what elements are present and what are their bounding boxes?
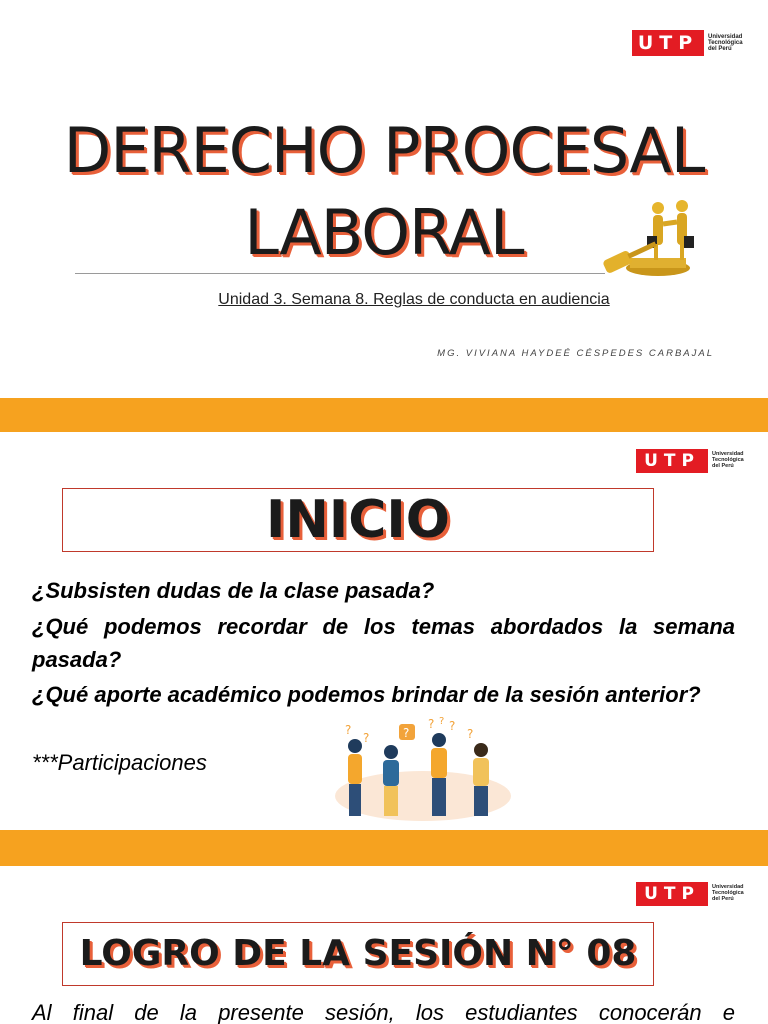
people-questions-illustration-icon <box>333 716 513 821</box>
separator-band <box>0 398 768 432</box>
utp-logo <box>636 882 744 906</box>
slide-logro <box>0 866 768 1024</box>
participation-note: ***Participaciones <box>32 750 207 775</box>
svg-text:?: ? <box>345 723 352 737</box>
author-name: MG. VIVIANA HAYDEÉ CÉSPEDES CARBAJAL <box>437 348 714 359</box>
utp-logo <box>632 30 743 56</box>
question-1: ¿Subsisten dudas de la clase pasada? <box>32 578 435 603</box>
inicio-title: INICIO <box>266 490 450 550</box>
svg-text:?: ? <box>363 731 370 745</box>
utp-logo <box>636 449 744 473</box>
golden-handshake-gavel-icon <box>600 192 700 282</box>
logro-title-frame <box>62 922 654 986</box>
svg-text:?: ? <box>428 717 435 731</box>
svg-text:?: ? <box>449 719 456 733</box>
utp-logo-mark: UTP <box>636 449 708 473</box>
utp-logo-text: Universidad Tecnológica del Perú <box>712 451 744 469</box>
svg-text:?: ? <box>439 716 445 727</box>
session-goal-text: Al final de la presente sesión, los estudiantes conocerán e <box>32 1000 735 1024</box>
inicio-title-frame <box>62 488 654 552</box>
logro-title: LOGRO DE LA SESIÓN N° 08 <box>79 933 637 974</box>
slide-inicio <box>0 432 768 830</box>
utp-logo-mark: UTP <box>636 882 708 906</box>
svg-text:?: ? <box>403 726 410 740</box>
svg-text:?: ? <box>467 727 474 741</box>
course-title: DERECHO PROCESAL LABORAL <box>63 114 705 269</box>
title-divider <box>75 273 605 274</box>
session-subtitle: Unidad 3. Semana 8. Reglas de conducta en audiencia <box>218 291 610 308</box>
slide-title <box>0 0 768 398</box>
utp-logo-text: Universidad Tecnológica del Perú <box>708 33 743 53</box>
utp-logo-mark: UTP <box>632 30 704 56</box>
utp-logo-text: Universidad Tecnológica del Perú <box>712 884 744 902</box>
question-3: ¿Qué aporte académico podemos brindar de la sesión anterior? <box>32 682 701 707</box>
question-2: ¿Qué podemos recordar de los temas abordados la semana pasada? <box>32 614 735 672</box>
separator-band <box>0 830 768 866</box>
